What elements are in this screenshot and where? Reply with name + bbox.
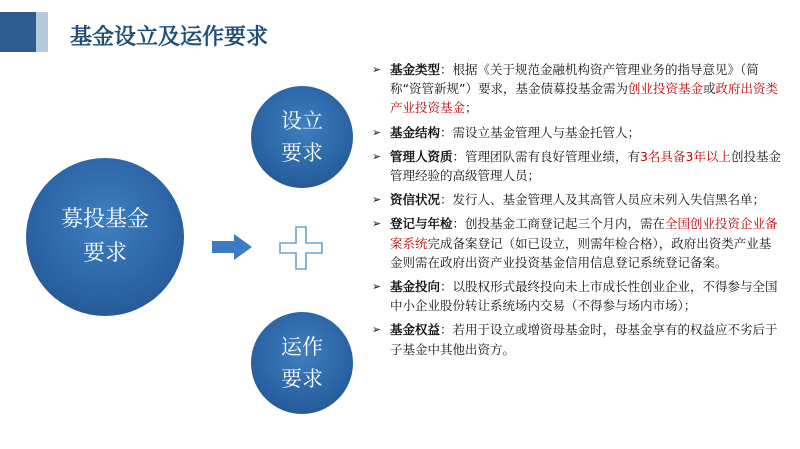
page-title: 基金设立及运作要求 <box>70 25 269 50</box>
arrow-bullet-icon: ➢ <box>372 149 382 163</box>
list-item <box>372 190 782 209</box>
bullet-label: 基金结构 <box>390 124 441 140</box>
list-item <box>372 320 782 358</box>
highlighted-text: 政府出资类产业投资基金 <box>390 81 778 116</box>
highlighted-text: 3名具备3年以上 <box>640 148 731 164</box>
header-accent-bar-light <box>36 12 48 52</box>
operation-requirements-label: 运作 要求 <box>281 335 323 391</box>
bullet-text: ：根据《关于规范金融机构资产管理业务的指导意见》（简称“资管新规”）要求，基金债募投基金需为 <box>390 62 759 97</box>
main-topic-label: 募投基金 要求 <box>60 207 149 266</box>
bullet-label: 管理人资质 <box>390 148 453 164</box>
highlighted-text: 全国创业投资企业备案系统 <box>390 216 778 251</box>
header-accent-bar <box>0 12 36 52</box>
arrow-bullet-icon: ➢ <box>372 125 382 139</box>
requirements-list <box>372 60 782 364</box>
bullet-label: 登记与年检 <box>390 216 453 232</box>
plus-icon <box>278 225 324 271</box>
bullet-label: 基金权益 <box>390 322 441 338</box>
bullet-text: ：创投基金工商登记起三个月内，需在 <box>452 216 666 232</box>
setup-requirements-label: 设立 要求 <box>281 109 323 165</box>
right-arrow-icon <box>212 234 252 260</box>
arrow-bullet-icon: ➢ <box>372 193 382 207</box>
bullet-text: ：发行人、基金管理人及其高管人员应未列入失信黑名单； <box>440 192 766 208</box>
bullet-text: ：若用于设立或增资母基金时，母基金享有的权益应不劣后于子基金中其他出资方。 <box>390 322 778 357</box>
list-item <box>372 60 782 118</box>
bullet-text: ：需设立基金管理人与基金托管人； <box>440 124 641 140</box>
operation-requirements-circle <box>251 312 353 414</box>
bullet-label: 基金类型 <box>390 62 441 77</box>
bullet-label: 基金投向 <box>390 279 441 295</box>
bullet-text: 创投基金管理经验的高级管理人员； <box>390 148 781 184</box>
highlighted-text: 创业投资基金 <box>627 81 703 97</box>
list-item <box>372 277 782 315</box>
list-item <box>372 214 782 272</box>
bullet-text: ：以股权形式最终投向未上市成长性创业企业，不得参与全国中小企业股份转让系统场内交易（不得参与场内市场）； <box>390 279 778 314</box>
bullet-label: 资信状况 <box>390 192 441 208</box>
bullet-text: 或 <box>702 81 716 97</box>
list-item <box>372 123 782 142</box>
bullet-text: ：管理团队需有良好管理业绩，有 <box>452 148 641 164</box>
setup-requirements-circle <box>251 86 353 188</box>
arrow-bullet-icon: ➢ <box>372 217 382 231</box>
arrow-bullet-icon: ➢ <box>372 323 382 337</box>
arrow-bullet-icon: ➢ <box>372 63 382 76</box>
bullet-text: ； <box>465 100 478 116</box>
main-topic-circle <box>26 158 184 316</box>
bullet-text: 完成备案登记（如已设立，则需年检合格），政府出资类产业基金则需在政府出资产业投资基金信用信息登记系统登记备案。 <box>390 235 772 270</box>
list-item <box>372 147 782 185</box>
arrow-bullet-icon: ➢ <box>372 280 382 294</box>
